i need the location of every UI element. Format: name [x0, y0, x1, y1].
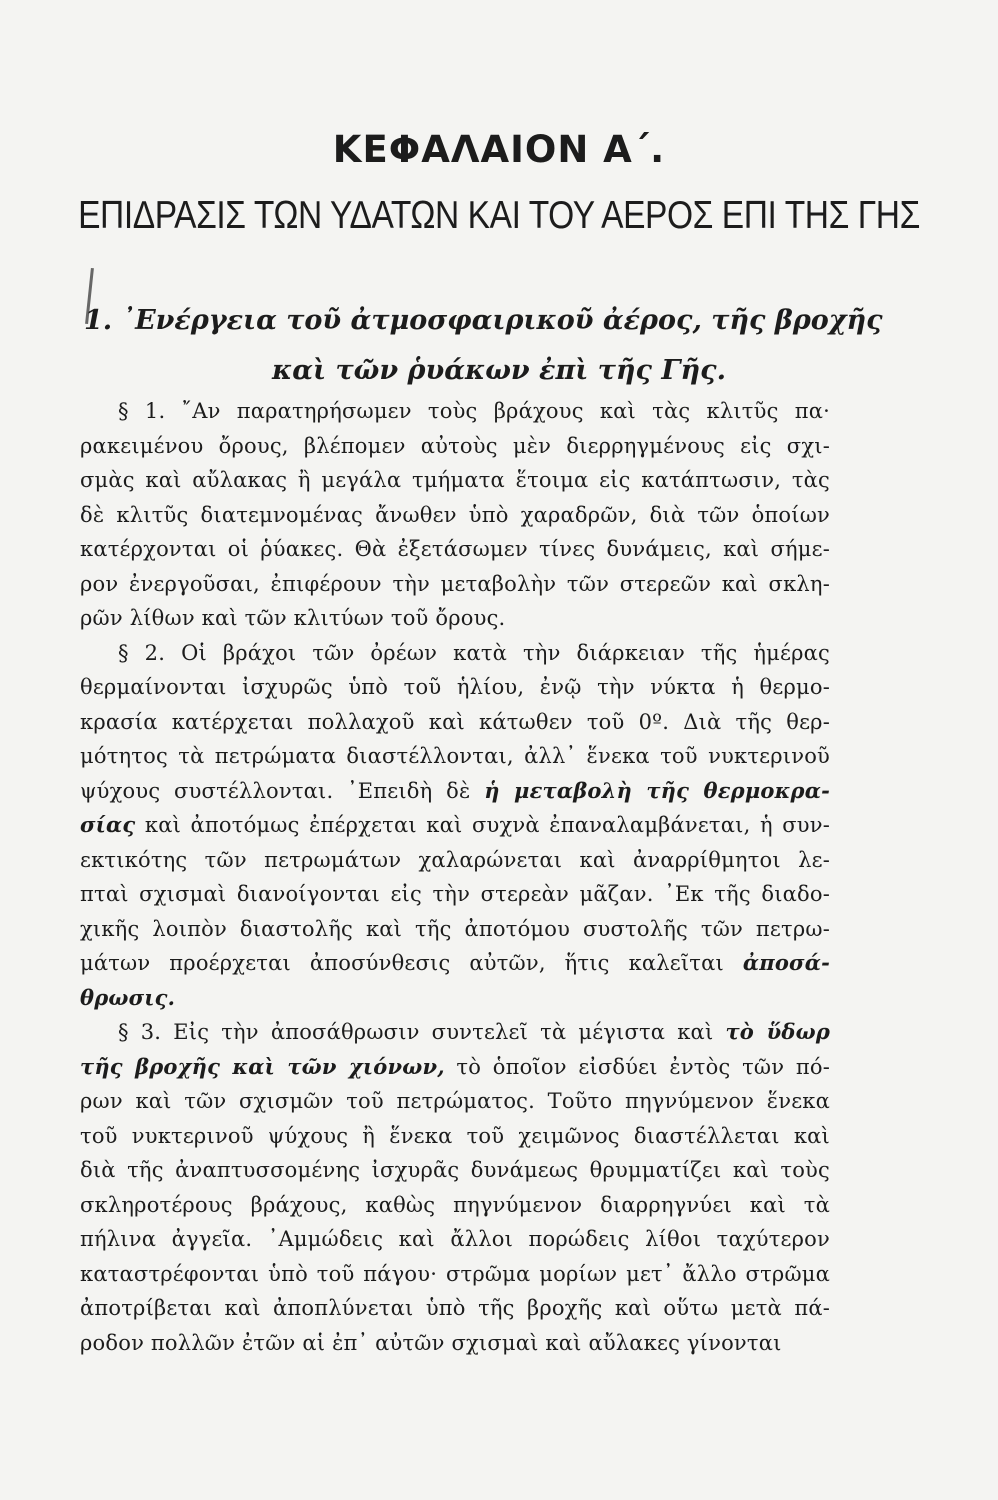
text-run: σκληροτέρους βράχους, καθὼς πηγνύμενον διαρρηγνύει καὶ τὰ: [80, 1192, 830, 1217]
text-run: χικῆς λοιπὸν διαστολῆς καὶ τῆς ἀποτόμου συστολῆς τῶν πετρω-: [80, 916, 830, 941]
text-run: σμὰς καὶ αὔλακας ἢ μεγάλα τμήματα ἕτοιμα εἰς κατάπτωσιν, τὰς: [80, 468, 830, 492]
text-run: ροδον πολλῶν ἐτῶν αἱ ἐπ᾿ αὐτῶν σχισμαὶ καὶ αὔλακες γίνονται: [80, 1330, 782, 1355]
text-run: § 1. ῎Αν παρατηρήσωμεν τοὺς βράχους καὶ τὰς κλιτῦς πα·: [118, 399, 830, 423]
paragraph: [80, 394, 830, 636]
emphasis-text: τὸ ὕδωρ: [725, 1019, 830, 1044]
text-line: [80, 1326, 830, 1361]
text-run: θερμαίνονται ἰσχυρῶς ὑπὸ τοῦ ἡλίου, ἐνῷ τὴν νύκτα ἡ θερμο-: [80, 675, 830, 699]
emphasis-text: ἡ μεταβολὴ τῆς θερμοκρα-: [484, 777, 830, 803]
text-line: [80, 1222, 830, 1257]
text-run: δὲ κλιτῦς διατεμνομένας ἄνωθεν ὑπὸ χαραδρῶν, διὰ τῶν ὁποίων: [80, 502, 830, 527]
text-line: [80, 601, 830, 636]
text-line: [80, 498, 830, 533]
text-run: τοῦ νυκτερινοῦ ψύχους ἢ ἕνεκα τοῦ χειμῶνος διαστέλλεται καὶ: [80, 1123, 830, 1148]
text-run: διὰ τῆς ἀναπτυσσομένης ἰσχυρᾶς δυνάμεως θρυμματίζει καὶ τοὺς: [80, 1158, 830, 1182]
text-line: [80, 394, 830, 429]
text-line: [80, 532, 830, 567]
text-run: μότητος τὰ πετρώματα διαστέλλονται, ἀλλ᾿ ἕνεκα τοῦ νυκτερινοῦ: [80, 744, 830, 768]
section-heading-line2: καὶ τῶν ῥυάκων ἐπὶ τῆς Γῆς.: [272, 355, 726, 386]
text-line: [80, 1188, 830, 1223]
text-run: ρακειμένου ὄρους, βλέπομεν αὐτοὺς μὲν διερρηγμένους εἰς σχι-: [80, 433, 830, 458]
text-run: ψύχους συστέλλονται. ᾿Επειδὴ δὲ: [80, 778, 485, 803]
section-heading: [84, 296, 914, 396]
text-line: [80, 808, 830, 843]
text-line: [80, 774, 830, 809]
text-run: κατέρχονται οἱ ῥύακες. Θὰ ἐξετάσωμεν τίνες δυνάμεις, καὶ σήμε-: [80, 537, 830, 561]
text-run: κρασία κατέρχεται πολλαχοῦ καὶ κάτωθεν τοῦ 0º. Διὰ τῆς θερ-: [80, 709, 830, 734]
text-line: [80, 981, 830, 1016]
text-run: ρον ἐνεργοῦσαι, ἐπιφέρουν τὴν μεταβολὴν τῶν στερεῶν καὶ σκλη-: [80, 571, 830, 596]
emphasis-text: σίας: [80, 812, 136, 837]
text-line: [80, 1084, 830, 1119]
text-line: [80, 705, 830, 740]
text-line: [80, 843, 830, 878]
text-run: τὸ ὁποῖον εἰσδύει ἐντὸς τῶν πό-: [444, 1054, 830, 1079]
text-line: [80, 1291, 830, 1326]
text-line: [80, 1153, 830, 1188]
text-line: [80, 1015, 830, 1050]
text-run: καταστρέφονται ὑπὸ τοῦ πάγου· στρῶμα μορίων μετ᾿ ἄλλο στρῶμα: [80, 1261, 830, 1286]
emphasis-text: τῆς βροχῆς καὶ τῶν χιόνων,: [80, 1053, 445, 1079]
body-text: [80, 394, 830, 1360]
text-run: καὶ ἀποτόμως ἐπέρχεται καὶ συχνὰ ἐπαναλαμβάνεται, ἡ συν-: [135, 813, 830, 837]
chapter-title: ΚΕΦΑΛΑΙΟΝ Α΄.: [332, 128, 666, 171]
text-run: § 2. Οἱ βράχοι τῶν ὀρέων κατὰ τὴν διάρκειαν τῆς ἡμέρας: [118, 640, 830, 665]
text-run: § 3. Εἰς τὴν ἀποσάθρωσιν συντελεῖ τὰ μέγιστα καὶ: [118, 1020, 726, 1044]
section-heading-line1: 1. ᾿Ενέργεια τοῦ ἀτμοσφαιρικοῦ ἀέρος, τῆς βροχῆς: [84, 305, 883, 336]
text-line: [80, 1050, 830, 1085]
text-line: [80, 912, 830, 947]
emphasis-text: θρωσις.: [80, 984, 176, 1010]
text-line: [80, 636, 830, 671]
text-line: [80, 670, 830, 705]
text-run: πταὶ σχισμαὶ διανοίγονται εἰς τὴν στερεὰν μᾶζαν. ᾿Εκ τῆς διαδο-: [80, 882, 830, 906]
text-run: πήλινα ἀγγεῖα. ᾿Αμμώδεις καὶ ἄλλοι πορώδεις λίθοι ταχύτερον: [80, 1227, 830, 1251]
text-line: [80, 1257, 830, 1292]
emphasis-text: ἀποσά-: [742, 950, 830, 975]
chapter-subtitle: ΕΠΙΔΡΑΣΙΣ ΤΩΝ ΥΔΑΤΩΝ ΚΑΙ ΤΟΥ ΑΕΡΟΣ ΕΠΙ ΤΗΣ ΓΗΣ: [78, 194, 920, 237]
text-line: [80, 946, 830, 981]
text-line: [80, 463, 830, 498]
paragraph: [80, 636, 830, 1016]
text-line: [80, 567, 830, 602]
text-line: [80, 877, 830, 912]
text-line: [80, 739, 830, 774]
text-run: εκτικότης τῶν πετρωμάτων χαλαρώνεται καὶ ἀναρρίθμητοι λε-: [80, 847, 830, 872]
text-run: ρῶν λίθων καὶ τῶν κλιτύων τοῦ ὄρους.: [80, 606, 506, 630]
text-run: ρων καὶ τῶν σχισμῶν τοῦ πετρώματος. Τοῦτο πηγνύμενον ἕνεκα: [80, 1089, 830, 1113]
paragraph: [80, 1015, 830, 1360]
text-line: [80, 429, 830, 464]
text-run: ἀποτρίβεται καὶ ἀποπλύνεται ὑπὸ τῆς βροχῆς καὶ οὕτω μετὰ πά-: [80, 1296, 830, 1320]
text-run: μάτων προέρχεται ἀποσύνθεσις αὐτῶν, ἥτις καλεῖται: [80, 951, 743, 975]
text-line: [80, 1119, 830, 1154]
